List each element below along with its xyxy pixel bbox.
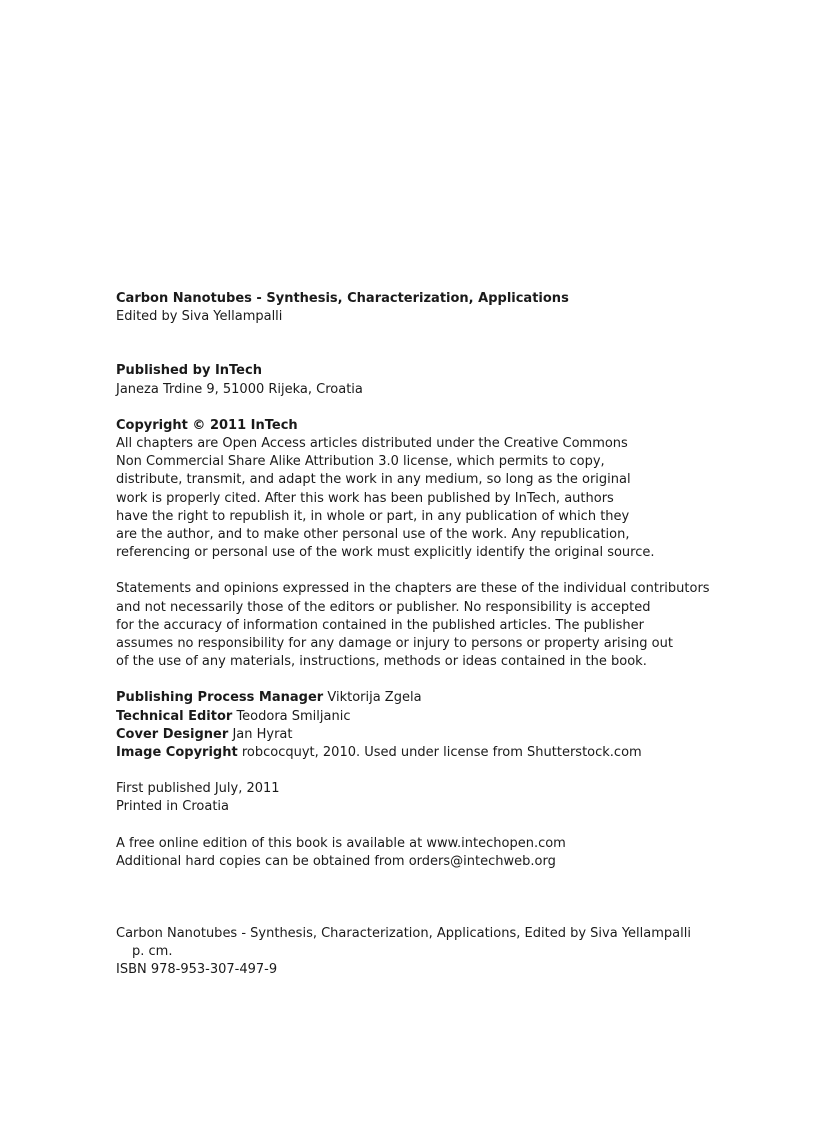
copyright-line: have the right to republish it, in whole or part, in any publication of which they [116, 508, 630, 524]
disclaimer-line: for the accuracy of information contained in the published articles. The publisher [116, 617, 644, 633]
cip-citation: Carbon Nanotubes - Synthesis, Characterization, Applications, Edited by Siva Yellampalli [116, 926, 691, 942]
disclaimer-line: assumes no responsibility for any damage or injury to persons or property arising out [116, 636, 673, 652]
copyright-block [116, 417, 806, 563]
credit-name: Teodora Smiljanic [236, 708, 351, 724]
copyright-heading: Copyright © 2011 InTech [116, 417, 298, 433]
copyright-line: distribute, transmit, and adapt the work in any medium, so long as the original [116, 472, 631, 488]
publication-block [116, 780, 806, 816]
copyright-line: referencing or personal use of the work must explicitly identify the original source. [116, 545, 655, 561]
disclaimer-line: of the use of any materials, instructions, methods or ideas contained in the book. [116, 654, 647, 670]
credit-role: Cover Designer [116, 726, 229, 742]
editor-line: Edited by Siva Yellampalli [116, 309, 283, 325]
disclaimer-block [116, 580, 806, 671]
publisher-address: Janeza Trdine 9, 51000 Rijeka, Croatia [116, 381, 363, 397]
credit-role: Technical Editor [116, 708, 233, 724]
title-block [116, 290, 806, 326]
free-edition-note: A free online edition of this book is available at www.intechopen.com [116, 835, 566, 851]
hard-copies-note: Additional hard copies can be obtained from orders@intechweb.org [116, 853, 556, 869]
credit-row [116, 744, 806, 762]
isbn: ISBN 978-953-307-497-9 [116, 962, 278, 978]
cip-pages: p. cm. [132, 944, 173, 960]
credit-row [116, 726, 806, 744]
copyright-line: Non Commercial Share Alike Attribution 3.0 license, which permits to copy, [116, 454, 605, 470]
credit-role: Image Copyright [116, 745, 238, 761]
copyright-line: are the author, and to make other personal use of the work. Any republication, [116, 527, 630, 543]
credit-row [116, 689, 806, 707]
credit-name: Jan Hyrat [232, 726, 293, 742]
publisher-block [116, 362, 806, 398]
printed-in: Printed in Croatia [116, 799, 230, 815]
cip-block [116, 925, 806, 980]
credit-name: robcocquyt, 2010. Used under license from Shutterstock.com [241, 745, 642, 761]
credit-name: Viktorija Zgela [327, 690, 422, 706]
disclaimer-line: and not necessarily those of the editors or publisher. No responsibility is accepted [116, 599, 651, 615]
credits-block [116, 689, 806, 762]
copyright-line: work is properly cited. After this work has been published by InTech, authors [116, 490, 614, 506]
copyright-page [116, 290, 806, 980]
disclaimer-line: Statements and opinions expressed in the chapters are these of the individual contributors [116, 581, 710, 597]
credit-role: Publishing Process Manager [116, 690, 324, 706]
book-title: Carbon Nanotubes - Synthesis, Characterization, Applications [116, 291, 569, 306]
online-edition-block [116, 835, 806, 871]
publisher-heading: Published by InTech [116, 363, 262, 379]
copyright-line: All chapters are Open Access articles distributed under the Creative Commons [116, 436, 628, 452]
first-published: First published July, 2011 [116, 781, 280, 797]
credit-row [116, 708, 806, 726]
